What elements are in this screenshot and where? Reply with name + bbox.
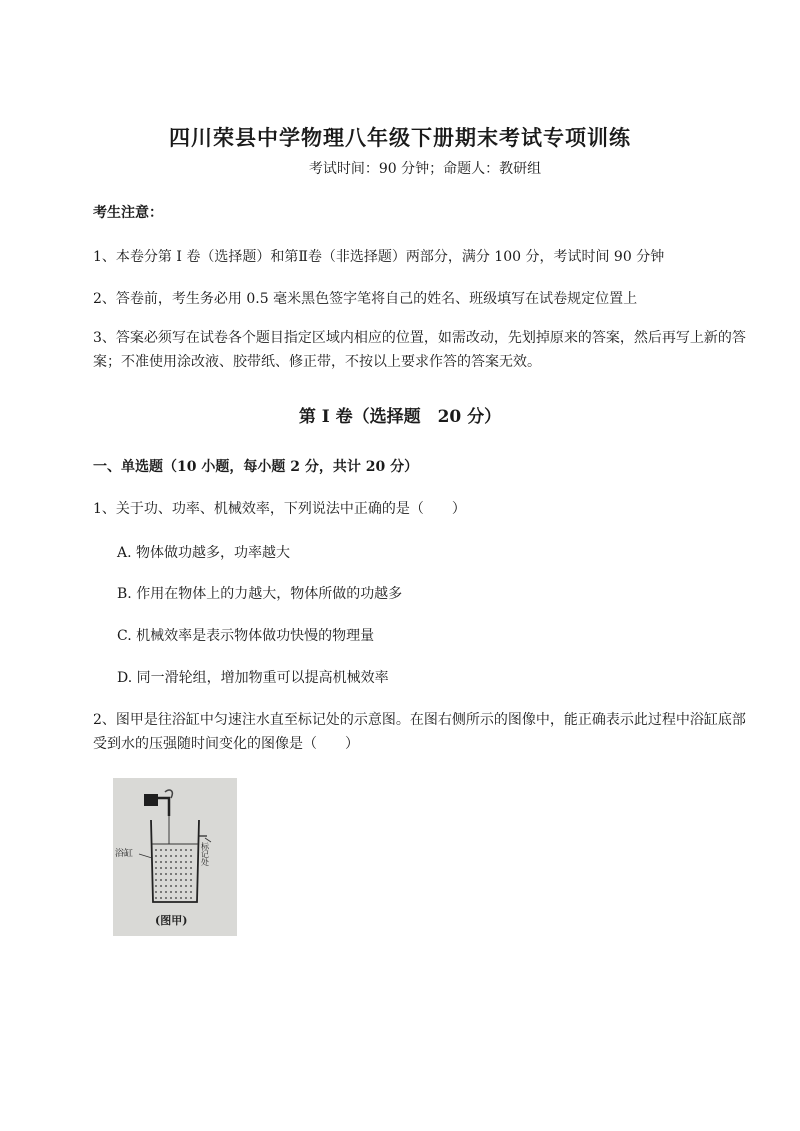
water-dot <box>190 867 192 869</box>
water-dot <box>190 861 192 863</box>
water-dot <box>185 861 187 863</box>
water-dot <box>160 885 162 887</box>
water-dot <box>155 885 157 887</box>
water-dot <box>185 885 187 887</box>
page-title: 四川荣县中学物理八年级下册期末考试专项训练 <box>169 125 631 150</box>
water-dot <box>165 849 167 851</box>
notice-heading: 考生注意： <box>93 205 163 221</box>
water-dot <box>170 885 172 887</box>
water-dot <box>175 897 177 899</box>
water-dot <box>185 873 187 875</box>
water-dot <box>175 879 177 881</box>
water-dot <box>165 897 167 899</box>
bathtub-figure <box>113 778 237 936</box>
water-dot <box>170 873 172 875</box>
water-dot <box>185 879 187 881</box>
water-dot <box>165 873 167 875</box>
water-dot <box>155 855 157 857</box>
question-1-option-a: A. 物体做功越多，功率越大 <box>117 545 291 561</box>
water-dot <box>180 873 182 875</box>
section-title: 第 I 卷（选择题 20 分） <box>298 407 502 427</box>
question-1-option-c: C. 机械效率是表示物体做功快慢的物理量 <box>117 628 375 644</box>
water-dot <box>160 855 162 857</box>
water-dot <box>185 855 187 857</box>
question-2-stem: 2、图甲是往浴缸中匀速注水直至标记处的示意图。在图右侧所示的图像中，能正确表示此过程中浴缸底部受到水的压强随时间变化的图像是（ ） <box>93 712 746 752</box>
water-dot <box>170 855 172 857</box>
water-dot <box>160 867 162 869</box>
water-dot <box>155 879 157 881</box>
water-dot <box>175 849 177 851</box>
water-dot <box>170 867 172 869</box>
water-dot <box>175 891 177 893</box>
water-dot <box>160 891 162 893</box>
label-mark: 标记处 <box>200 842 210 866</box>
water-dot <box>180 849 182 851</box>
figure-caption: (图甲) <box>155 914 188 927</box>
notice-item-3: 3、答案必须写在试卷各个题目指定区域内相应的位置，如需改动，先划掉原来的答案，然后再写上新的答案；不准使用涂改液、胶带纸、修正带，不按以上要求作答的答案无效。 <box>93 330 746 370</box>
water-dot <box>155 891 157 893</box>
water-dot <box>165 855 167 857</box>
water-dot <box>175 867 177 869</box>
water-dot <box>180 861 182 863</box>
water-dot <box>155 849 157 851</box>
water-dot <box>175 885 177 887</box>
water-dot <box>155 873 157 875</box>
water-dot <box>160 873 162 875</box>
water-dot <box>190 885 192 887</box>
notice-item-2: 2、答卷前，考生务必用 0.5 毫米黑色签字笔将自己的姓名、班级填写在试卷规定位置上 <box>93 291 638 307</box>
water-dot <box>160 879 162 881</box>
faucet-icon <box>144 794 158 806</box>
water-dot <box>175 861 177 863</box>
water-dot <box>165 885 167 887</box>
water-dot <box>185 849 187 851</box>
bathtub-outline <box>151 820 199 902</box>
question-1-stem: 1、关于功、功率、机械效率，下列说法中正确的是（ ） <box>93 501 466 517</box>
water-dot <box>180 897 182 899</box>
water-dot <box>180 891 182 893</box>
question-group-title: 一、单选题（10 小题，每小题 2 分，共计 20 分） <box>93 459 419 475</box>
water-dot <box>190 849 192 851</box>
water-dot <box>180 867 182 869</box>
water-dot <box>160 861 162 863</box>
water-dot <box>180 855 182 857</box>
water-dot <box>170 879 172 881</box>
water-dot <box>190 891 192 893</box>
water-dot <box>165 867 167 869</box>
water-dot <box>185 897 187 899</box>
water-dot <box>170 897 172 899</box>
bathtub-diagram <box>113 778 237 936</box>
water-dot <box>190 879 192 881</box>
question-1-option-d: D. 同一滑轮组，增加物重可以提高机械效率 <box>117 670 389 686</box>
water-dot <box>190 897 192 899</box>
water-dot <box>170 849 172 851</box>
water-dot <box>155 897 157 899</box>
water-dot <box>160 897 162 899</box>
water-dot <box>185 891 187 893</box>
water-dot <box>160 849 162 851</box>
exam-info: 考试时间：90 分钟；命题人：教研组 <box>308 161 542 177</box>
water-dot <box>165 879 167 881</box>
water-dot <box>165 861 167 863</box>
water-dot <box>180 879 182 881</box>
water-dot <box>155 861 157 863</box>
water-dot <box>175 873 177 875</box>
label-bathtub: 浴缸 <box>115 849 134 859</box>
question-1-option-b: B. 作用在物体上的力越大，物体所做的功越多 <box>117 586 403 602</box>
water-dot <box>170 891 172 893</box>
water-dot <box>155 867 157 869</box>
water-dot <box>185 867 187 869</box>
water-dot <box>170 861 172 863</box>
water-dot <box>180 885 182 887</box>
notice-item-1: 1、本卷分第 I 卷（选择题）和第Ⅱ卷（非选择题）两部分，满分 100 分，考试时间 90 分钟 <box>93 249 665 265</box>
water-dot <box>190 873 192 875</box>
water-dot <box>175 855 177 857</box>
water-dot <box>165 891 167 893</box>
water-dot <box>190 855 192 857</box>
